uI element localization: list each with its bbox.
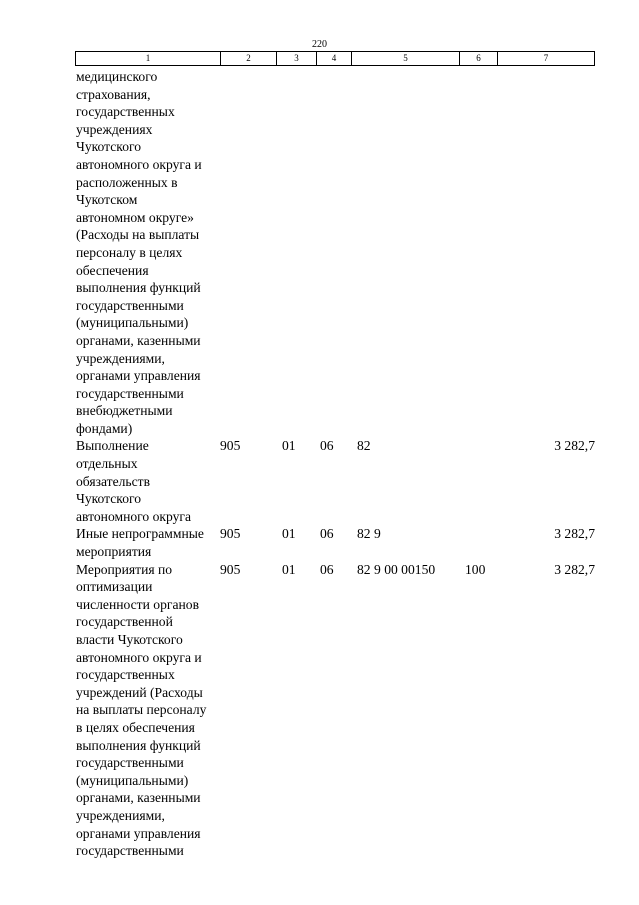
section-code: 01 xyxy=(282,561,296,577)
header-cell: 4 xyxy=(317,52,352,65)
section-code: 01 xyxy=(282,526,296,542)
table-row xyxy=(0,68,639,437)
header-cell: 2 xyxy=(221,52,277,65)
row-description: Иные непрограммные мероприятия xyxy=(76,526,204,560)
section-code: 01 xyxy=(282,438,296,454)
subsection-code: 06 xyxy=(320,526,334,542)
header-cell: 3 xyxy=(277,52,317,65)
expense-type-code: 100 xyxy=(465,561,486,577)
header-cell: 1 xyxy=(76,52,221,65)
header-cell: 5 xyxy=(352,52,460,65)
target-article-code: 82 xyxy=(357,438,371,454)
row-description: Выполнение отдельных обязательств Чукотского автономного округа xyxy=(76,438,192,524)
target-article-code: 82 9 00 00150 xyxy=(357,561,436,577)
page-number: 220 xyxy=(312,39,327,50)
row-description: Мероприятия по оптимизации численности органов государственной власти Чукотского автономного округа и государственных учреждений (Расходы на выплаты персоналу в целях обеспечения выполнения функций государственными (муниципальными) органами, казенными учреждениями, органами управления государственными xyxy=(76,561,207,859)
header-cell: 6 xyxy=(460,52,498,65)
subsection-code: 06 xyxy=(320,561,334,577)
table-body xyxy=(0,68,639,860)
amount-value: 3 282,7 xyxy=(554,561,595,577)
table-row xyxy=(0,561,639,860)
row-description: медицинского страхования, государственных учреждениях Чукотского автономного округа и расположенных в Чукотском автономном округе» (Расходы на выплаты персоналу в целях обеспечения выполнения функций государственными (муниципальными) органами, казенными учреждениями, органами управления государственными внебюджетными фондами) xyxy=(76,69,202,436)
amount-value: 3 282,7 xyxy=(554,526,595,542)
amount-value: 3 282,7 xyxy=(554,438,595,454)
chapter-code: 905 xyxy=(220,438,241,454)
table-row xyxy=(0,437,639,525)
target-article-code: 82 9 xyxy=(357,526,381,542)
table-header xyxy=(75,51,595,66)
header-cell: 7 xyxy=(543,53,549,63)
subsection-code: 06 xyxy=(320,438,334,454)
chapter-code: 905 xyxy=(220,561,241,577)
table-row xyxy=(0,525,639,560)
chapter-code: 905 xyxy=(220,526,241,542)
